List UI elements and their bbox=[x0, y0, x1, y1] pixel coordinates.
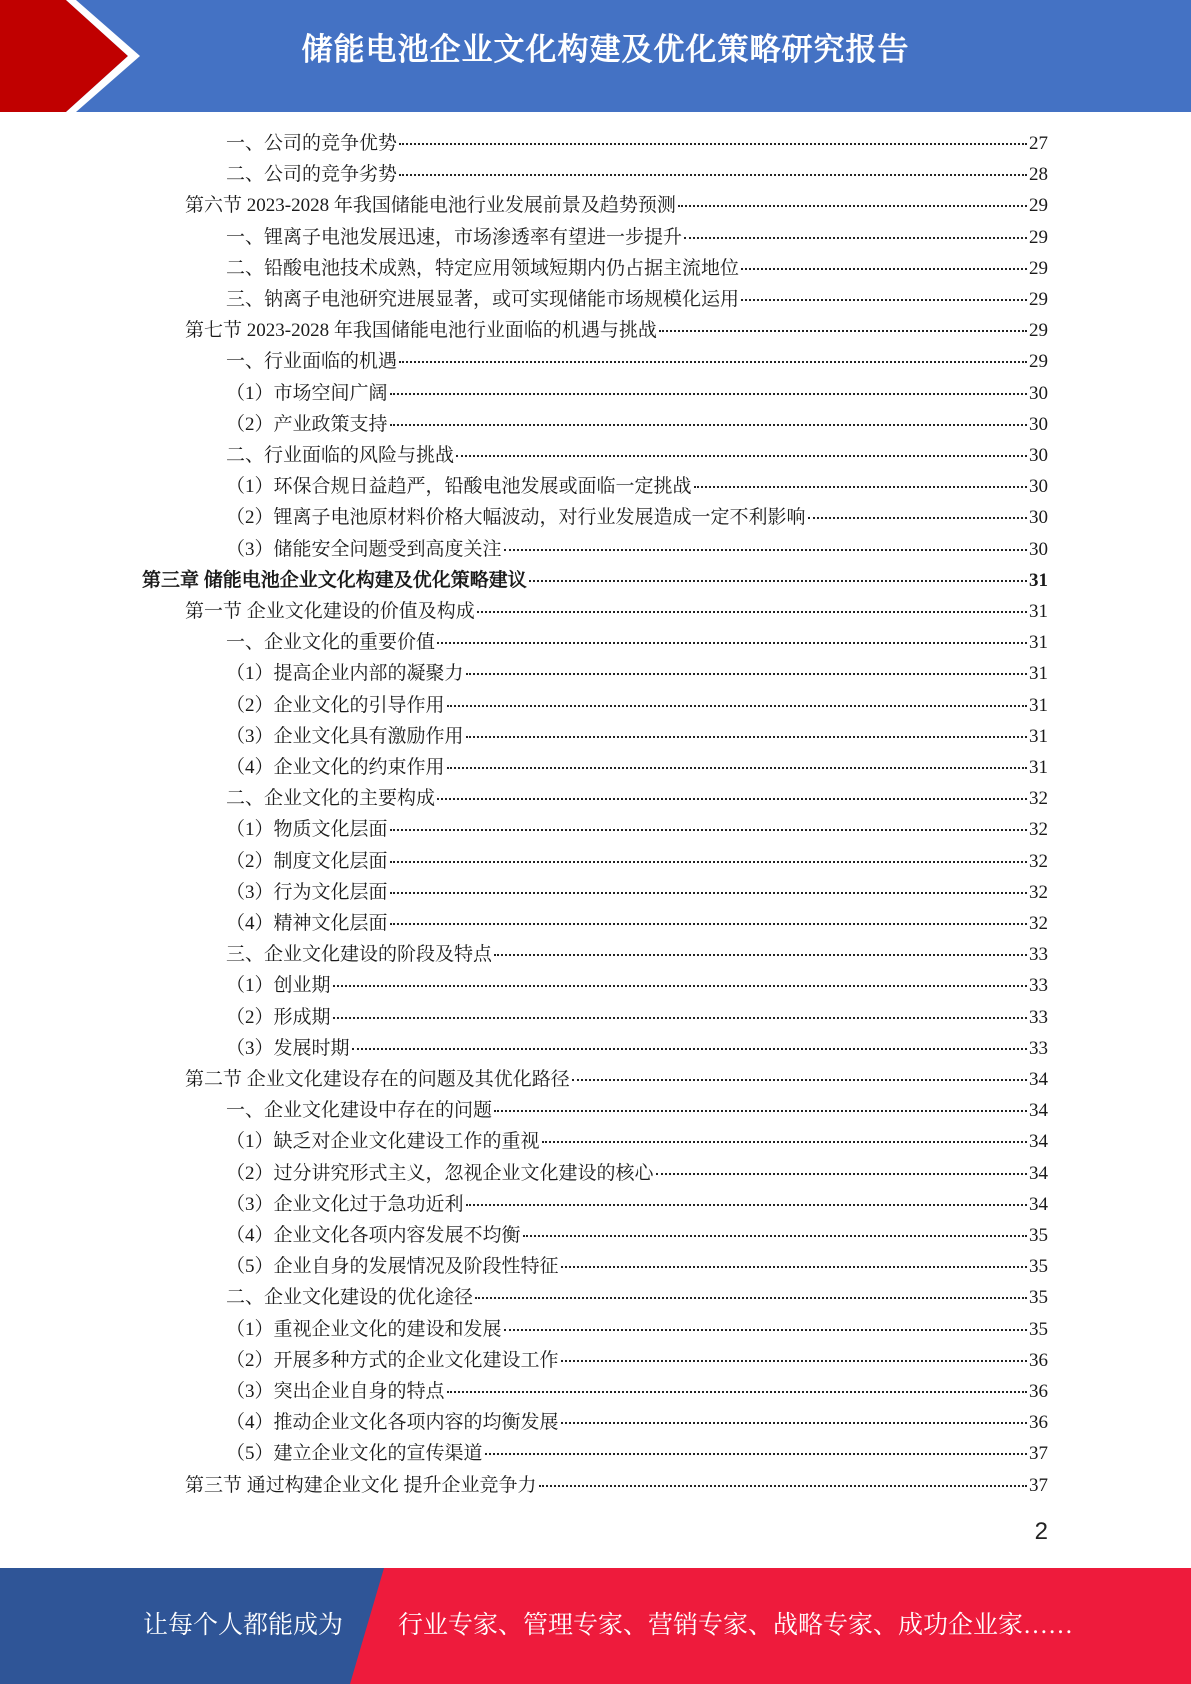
toc-dot-leader bbox=[741, 264, 1027, 270]
toc-entry[interactable] bbox=[185, 315, 1048, 346]
toc-entry-page: 34 bbox=[1029, 1162, 1048, 1184]
toc-entry-title: 二、行业面临的风险与挑战 bbox=[226, 445, 455, 466]
toc-entry[interactable] bbox=[226, 409, 1048, 440]
toc-entry-page: 29 bbox=[1029, 351, 1048, 373]
toc-entry-title: （1）创业期 bbox=[226, 975, 331, 997]
toc-entry-page: 29 bbox=[1029, 257, 1048, 279]
toc-entry-title: 二、公司的竞争劣势 bbox=[226, 164, 398, 186]
toc-entry[interactable] bbox=[226, 1002, 1048, 1033]
toc-entry-title: 二、企业文化建设的优化途径 bbox=[226, 1287, 474, 1309]
toc-dot-leader bbox=[504, 1325, 1027, 1331]
toc-entry-page: 32 bbox=[1029, 788, 1048, 810]
toc-dot-leader bbox=[523, 1231, 1027, 1237]
toc-dot-leader bbox=[694, 482, 1027, 488]
toc-entry-title: 二、企业文化的主要构成 bbox=[226, 788, 436, 810]
toc-entry-title: （3）行为文化层面 bbox=[226, 881, 388, 903]
toc-entry-page: 29 bbox=[1029, 226, 1048, 248]
toc-entry-title: 二、铅酸电池技术成熟，特定应用领域短期内仍占据主流地位 bbox=[226, 257, 740, 279]
toc-entry-title: （5）企业自身的发展情况及阶段性特征 bbox=[226, 1256, 559, 1278]
toc-dot-leader bbox=[684, 233, 1027, 239]
toc-dot-leader bbox=[561, 1262, 1027, 1268]
toc-entry-page: 30 bbox=[1029, 507, 1048, 529]
toc-dot-leader bbox=[399, 170, 1027, 176]
toc-entry[interactable] bbox=[226, 1282, 1048, 1313]
toc-entry[interactable] bbox=[226, 222, 1048, 253]
toc-entry-page: 30 bbox=[1029, 538, 1048, 560]
toc-dot-leader bbox=[390, 389, 1027, 395]
toc-entry-title: 一、行业面临的机遇 bbox=[226, 351, 398, 373]
toc-entry-page: 31 bbox=[1029, 632, 1048, 654]
toc-dot-leader bbox=[437, 638, 1027, 644]
toc-dot-leader bbox=[494, 950, 1027, 956]
toc-entry[interactable] bbox=[226, 783, 1048, 814]
toc-entry-page: 31 bbox=[1029, 601, 1048, 622]
toc-entry-page: 33 bbox=[1029, 944, 1048, 966]
toc-dot-leader bbox=[494, 1106, 1027, 1112]
toc-entry-title: 第二节 企业文化建设存在的问题及其优化路径 bbox=[185, 1069, 570, 1090]
toc-entry-page: 33 bbox=[1029, 1037, 1048, 1059]
toc-entry-title: （4）精神文化层面 bbox=[226, 913, 388, 934]
toc-entry[interactable] bbox=[142, 565, 1048, 596]
toc-entry[interactable] bbox=[185, 190, 1048, 221]
toc-entry[interactable] bbox=[226, 658, 1048, 689]
toc-dot-leader bbox=[390, 857, 1027, 863]
toc-entry-title: （3）储能安全问题受到高度关注 bbox=[226, 538, 502, 560]
toc-entry-title: （4）企业文化各项内容发展不均衡 bbox=[226, 1225, 521, 1246]
toc-entry-page: 33 bbox=[1029, 1006, 1048, 1028]
toc-entry-page: 32 bbox=[1029, 819, 1048, 841]
toc-dot-leader bbox=[504, 545, 1027, 551]
toc-entry-title: （2）过分讲究形式主义，忽视企业文化建设的核心 bbox=[226, 1162, 654, 1184]
toc-entry-page: 31 bbox=[1029, 757, 1048, 778]
toc-entry[interactable] bbox=[226, 284, 1048, 315]
footer-slogan-left: 让每个人都能成为 bbox=[143, 1612, 344, 1639]
toc-entry-page: 34 bbox=[1029, 1131, 1048, 1153]
toc-entry[interactable] bbox=[226, 846, 1048, 877]
toc-entry-title: （1）市场空间广阔 bbox=[226, 382, 388, 404]
toc-entry-title: 三、钠离子电池研究进展显著，或可实现储能市场规模化运用 bbox=[226, 289, 740, 310]
toc-dot-leader bbox=[466, 732, 1027, 738]
toc-entry[interactable] bbox=[226, 1220, 1048, 1251]
toc-entry-title: （1）物质文化层面 bbox=[226, 819, 388, 841]
toc-entry[interactable] bbox=[226, 1438, 1048, 1469]
toc-entry[interactable] bbox=[226, 970, 1048, 1001]
toc-entry[interactable] bbox=[226, 877, 1048, 908]
toc-entry[interactable] bbox=[226, 378, 1048, 409]
toc-entry-title: （4）推动企业文化各项内容的均衡发展 bbox=[226, 1412, 559, 1434]
toc-entry[interactable] bbox=[226, 908, 1048, 939]
toc-entry[interactable] bbox=[185, 1064, 1048, 1095]
toc-dot-leader bbox=[808, 513, 1027, 519]
toc-entry-page: 34 bbox=[1029, 1193, 1048, 1215]
toc-entry-page: 31 bbox=[1029, 694, 1048, 716]
toc-entry-title: （1）缺乏对企业文化建设工作的重视 bbox=[226, 1131, 540, 1153]
toc-entry[interactable] bbox=[226, 627, 1048, 658]
toc-entry-page: 37 bbox=[1029, 1443, 1048, 1465]
toc-entry[interactable] bbox=[226, 1189, 1048, 1220]
report-title: 储能电池企业文化构建及优化策略研究报告 bbox=[301, 32, 910, 68]
toc-entry-title: （3）发展时期 bbox=[226, 1037, 350, 1059]
toc-entry[interactable] bbox=[185, 1470, 1048, 1501]
toc-dot-leader bbox=[333, 1013, 1027, 1019]
toc-entry-page: 35 bbox=[1029, 1287, 1048, 1309]
toc-entry-page: 29 bbox=[1029, 195, 1048, 217]
toc-entry-page: 32 bbox=[1029, 850, 1048, 872]
page-header bbox=[0, 0, 1191, 112]
toc-entry-page: 34 bbox=[1029, 1069, 1048, 1090]
toc-entry[interactable] bbox=[226, 253, 1048, 284]
toc-entry-page: 32 bbox=[1029, 913, 1048, 934]
toc-entry-page: 27 bbox=[1029, 133, 1048, 154]
toc-entry[interactable] bbox=[226, 752, 1048, 783]
toc-dot-leader bbox=[656, 1169, 1027, 1175]
toc-dot-leader bbox=[390, 888, 1027, 894]
page-footer bbox=[0, 1568, 1191, 1684]
toc-entry-page: 35 bbox=[1029, 1225, 1048, 1246]
toc-dot-leader bbox=[542, 1137, 1027, 1143]
toc-dot-leader bbox=[572, 1075, 1027, 1081]
toc-dot-leader bbox=[447, 701, 1027, 707]
toc-dot-leader bbox=[437, 794, 1027, 800]
toc-dot-leader bbox=[390, 919, 1027, 925]
toc-entry-title: （1）环保合规日益趋严，铅酸电池发展或面临一定挑战 bbox=[226, 476, 692, 498]
toc-entry-title: （2）形成期 bbox=[226, 1006, 331, 1028]
toc-entry[interactable] bbox=[226, 1126, 1048, 1157]
toc-entry-page: 34 bbox=[1029, 1100, 1048, 1122]
toc-dot-leader bbox=[466, 669, 1027, 675]
toc-entry-title: （2）制度文化层面 bbox=[226, 850, 388, 872]
toc-dot-leader bbox=[390, 825, 1027, 831]
toc-entry-page: 31 bbox=[1029, 663, 1048, 685]
toc-entry-page: 36 bbox=[1029, 1381, 1048, 1402]
toc-entry-page: 31 bbox=[1029, 569, 1048, 591]
toc-entry-title: 一、企业文化建设中存在的问题 bbox=[226, 1100, 493, 1122]
toc-entry[interactable] bbox=[226, 471, 1048, 502]
toc-entry-page: 33 bbox=[1029, 975, 1048, 997]
toc-entry-page: 35 bbox=[1029, 1256, 1048, 1278]
toc-entry[interactable] bbox=[226, 1033, 1048, 1064]
toc-dot-leader bbox=[352, 1044, 1027, 1050]
toc-entry-title: （2）产业政策支持 bbox=[226, 413, 388, 435]
toc-entry[interactable] bbox=[185, 596, 1048, 627]
toc-entry[interactable] bbox=[226, 346, 1048, 377]
toc-entry[interactable] bbox=[226, 1376, 1048, 1407]
toc-entry-title: 三、企业文化建设的阶段及特点 bbox=[226, 944, 493, 966]
toc-dot-leader bbox=[678, 201, 1027, 207]
toc-entry[interactable] bbox=[226, 1251, 1048, 1282]
toc-entry[interactable] bbox=[226, 1095, 1048, 1126]
toc-dot-leader bbox=[485, 1449, 1027, 1455]
toc-entry-title: （5）建立企业文化的宣传渠道 bbox=[226, 1443, 483, 1465]
footer-slogan-right: 行业专家、管理专家、营销专家、战略专家、成功企业家…… bbox=[398, 1612, 1074, 1639]
toc-entry[interactable] bbox=[226, 440, 1048, 471]
toc-entry-title: （2）锂离子电池原材料价格大幅波动，对行业发展造成一定不利影响 bbox=[226, 507, 806, 529]
toc-dot-leader bbox=[466, 1200, 1027, 1206]
toc-entry[interactable] bbox=[226, 721, 1048, 752]
toc-entry-page: 36 bbox=[1029, 1412, 1048, 1434]
toc-entry[interactable] bbox=[226, 159, 1048, 190]
toc-entry-page: 30 bbox=[1029, 413, 1048, 435]
toc-entry-page: 30 bbox=[1029, 382, 1048, 404]
toc-dot-leader bbox=[333, 981, 1027, 987]
toc-dot-leader bbox=[399, 357, 1027, 363]
toc-entry-title: （2）企业文化的引导作用 bbox=[226, 694, 445, 716]
toc-entry-title: （3）突出企业自身的特点 bbox=[226, 1381, 445, 1402]
toc-entry[interactable] bbox=[226, 128, 1048, 159]
toc-entry-page: 32 bbox=[1029, 881, 1048, 903]
toc-entry-title: 第七节 2023-2028 年我国储能电池行业面临的机遇与挑战 bbox=[185, 320, 657, 342]
toc-entry[interactable] bbox=[226, 690, 1048, 721]
toc-entry-title: （4）企业文化的约束作用 bbox=[226, 757, 445, 778]
toc-entry-title: （2）开展多种方式的企业文化建设工作 bbox=[226, 1349, 559, 1371]
toc-dot-leader bbox=[390, 420, 1027, 426]
toc-entry[interactable] bbox=[226, 1407, 1048, 1438]
toc-dot-leader bbox=[475, 1293, 1027, 1299]
toc-dot-leader bbox=[561, 1418, 1027, 1424]
toc-entry-title: （1）提高企业内部的凝聚力 bbox=[226, 663, 464, 685]
toc-entry-page: 28 bbox=[1029, 164, 1048, 186]
toc-dot-leader bbox=[741, 295, 1027, 301]
toc-entry[interactable] bbox=[226, 534, 1048, 565]
toc-entry-title: 一、企业文化的重要价值 bbox=[226, 632, 436, 654]
toc-dot-leader bbox=[447, 763, 1027, 769]
toc-dot-leader bbox=[659, 326, 1027, 332]
toc-dot-leader bbox=[529, 576, 1027, 582]
toc-entry[interactable] bbox=[226, 939, 1048, 970]
toc-entry-page: 29 bbox=[1029, 289, 1048, 310]
toc-dot-leader bbox=[447, 1387, 1027, 1393]
toc-entry-title: （1）重视企业文化的建设和发展 bbox=[226, 1318, 502, 1340]
toc-dot-leader bbox=[539, 1481, 1027, 1487]
toc-entry[interactable] bbox=[226, 1314, 1048, 1345]
toc-entry-title: 一、公司的竞争优势 bbox=[226, 133, 398, 154]
toc-entry[interactable] bbox=[226, 814, 1048, 845]
toc-entry-page: 30 bbox=[1029, 445, 1048, 466]
page-number: 2 bbox=[1034, 1518, 1048, 1545]
toc-entry-page: 30 bbox=[1029, 476, 1048, 498]
toc-dot-leader bbox=[561, 1356, 1027, 1362]
toc-entry-page: 31 bbox=[1029, 725, 1048, 747]
toc-entry-title: 第三章 储能电池企业文化构建及优化策略建议 bbox=[142, 569, 527, 591]
toc-dot-leader bbox=[456, 451, 1027, 457]
toc-dot-leader bbox=[399, 139, 1027, 145]
toc-dot-leader bbox=[477, 607, 1027, 613]
toc-entry-page: 35 bbox=[1029, 1318, 1048, 1340]
toc-entry-title: 第一节 企业文化建设的价值及构成 bbox=[185, 601, 475, 622]
toc-entry-page: 29 bbox=[1029, 320, 1048, 342]
toc-entry[interactable] bbox=[226, 1345, 1048, 1376]
toc-entry-title: （3）企业文化具有激励作用 bbox=[226, 725, 464, 747]
toc-entry[interactable] bbox=[226, 1158, 1048, 1189]
toc-entry[interactable] bbox=[226, 502, 1048, 533]
toc-entry-page: 36 bbox=[1029, 1349, 1048, 1371]
toc-entry-title: （3）企业文化过于急功近利 bbox=[226, 1193, 464, 1215]
toc-entry-title: 第六节 2023-2028 年我国储能电池行业发展前景及趋势预测 bbox=[185, 195, 676, 217]
toc-entry-title: 第三节 通过构建企业文化 提升企业竞争力 bbox=[185, 1474, 537, 1496]
toc-entry-title: 一、锂离子电池发展迅速，市场渗透率有望进一步提升 bbox=[226, 226, 683, 248]
toc-entry-page: 37 bbox=[1029, 1474, 1048, 1496]
